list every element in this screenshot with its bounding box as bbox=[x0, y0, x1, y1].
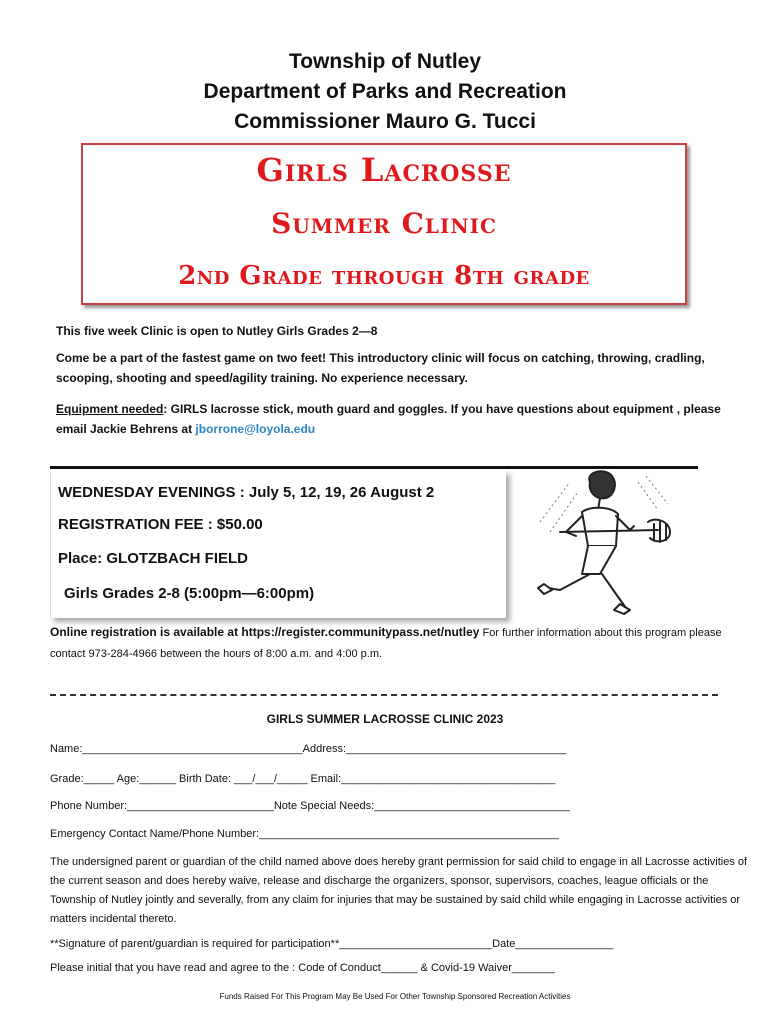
initial-line[interactable]: Please initial that you have read and agree to the : Code of Conduct______ & Covid-19 Waiver_______ bbox=[50, 962, 555, 974]
contact-info: For further information about this program please contact 973-284-4966 between the hours of 8:00 a.m. and 4:00 p.m. bbox=[50, 627, 722, 660]
place-text: Place: GLOTZBACH FIELD bbox=[58, 550, 249, 567]
intro-open-to: This five week Clinic is open to Nutley Girls Grades 2—8 bbox=[56, 324, 378, 338]
title-summer-clinic: Summer Clinic bbox=[271, 207, 497, 240]
equipment-paragraph bbox=[56, 399, 736, 439]
intro-description: Come be a part of the fastest game on two feet! This introductory clinic will focus on catching, throwing, cradling, scooping, shooting and speed/agility training. No experience necessary. bbox=[56, 351, 705, 385]
form-line-emergency-contact[interactable]: Emergency Contact Name/Phone Number:_________________________________________________ bbox=[50, 828, 559, 840]
online-registration bbox=[50, 622, 740, 664]
form-line-phone-needs[interactable]: Phone Number:________________________Note Special Needs:________________________________ bbox=[50, 800, 570, 812]
title-grades: 2nd Grade through 8th grade bbox=[178, 261, 590, 291]
fee-text: REGISTRATION FEE : $50.00 bbox=[58, 516, 263, 533]
online-registration-link[interactable]: Online registration is available at https://register.communitypass.net/nutley bbox=[50, 625, 480, 639]
footer-note: Funds Raised For This Program May Be Used For Other Township Sponsored Recreation Activities bbox=[219, 992, 571, 1001]
schedule-text: WEDNESDAY EVENINGS : July 5, 12, 19, 26 August 2 bbox=[58, 484, 435, 501]
header-line-department: Department of Parks and Recreation bbox=[203, 80, 567, 103]
equipment-label: Equipment needed bbox=[56, 402, 164, 416]
form-title: GIRLS SUMMER LACROSSE CLINIC 2023 bbox=[266, 712, 504, 726]
header-line-township: Township of Nutley bbox=[288, 50, 482, 73]
time-text: Girls Grades 2-8 (5:00pm—6:00pm) bbox=[64, 585, 315, 602]
form-line-name-address[interactable]: Name:____________________________________Address:____________________________________ bbox=[50, 743, 567, 755]
title-girls-lacrosse: Girls Lacrosse bbox=[256, 151, 512, 189]
header-line-commissioner: Commissioner Mauro G. Tucci bbox=[234, 110, 536, 133]
form-line-grade-age-birth-email[interactable]: Grade:_____ Age:______ Birth Date: ___/___/_____ Email:___________________________________ bbox=[50, 773, 556, 785]
lacrosse-player-illustration bbox=[530, 462, 680, 622]
signature-line[interactable]: **Signature of parent/guardian is required for participation**_________________________Date________________ bbox=[50, 938, 614, 950]
title-box bbox=[81, 143, 687, 305]
cut-line bbox=[50, 694, 718, 696]
contact-email-link[interactable]: jborrone@loyola.edu bbox=[195, 422, 316, 436]
waiver-text: The undersigned parent or guardian of the child named above does hereby grant permission for said child to engage in all Lacrosse activities of the current season and does hereby waive, release and discharge the organizers, sponsor, supervisors, coaches, league officials or the Township of Nutley jointly and severally, from any claim for injuries that may be sustained by said child while engaging in Lacrosse activities or matters incidental thereto. bbox=[50, 856, 748, 925]
equipment-text: : GIRLS lacrosse stick, mouth guard and goggles. If you have questions about equipment , please email Jackie Behrens at bbox=[56, 402, 721, 436]
